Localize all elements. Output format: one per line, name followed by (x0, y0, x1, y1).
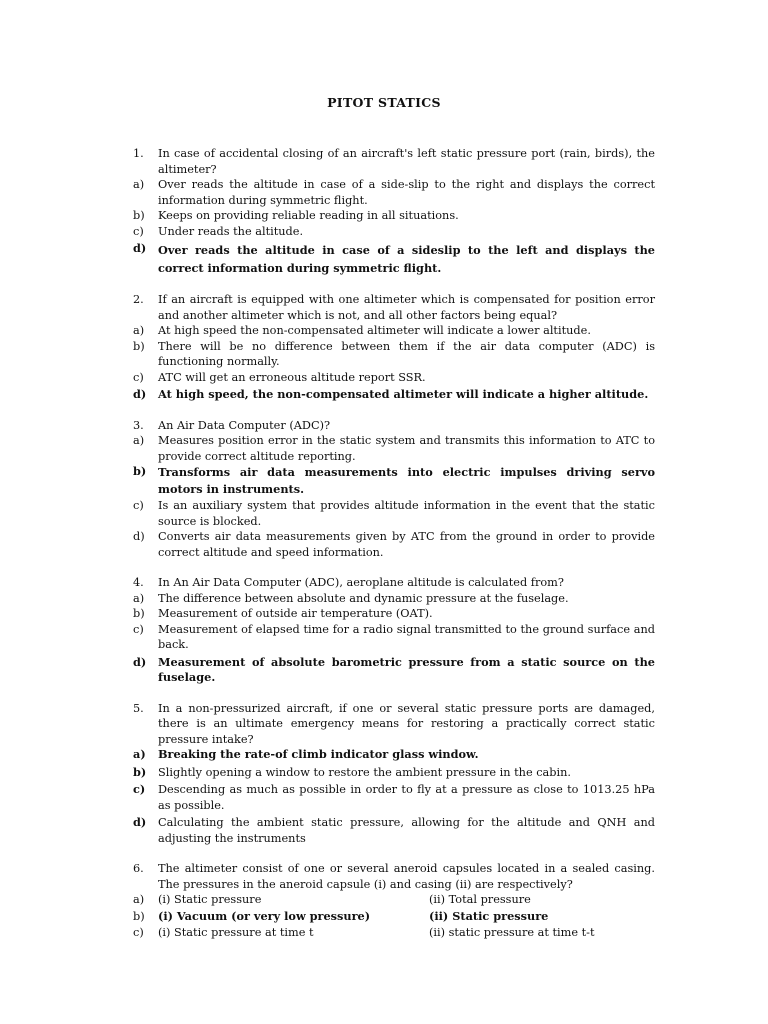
question-text: If an aircraft is equipped with one altimeter which is compensated for position error and another altimeter which is not, and all other factors being equal? (158, 293, 655, 322)
question-text: In case of accidental closing of an aircraft's left static pressure port (rain, birds), the altimeter? (158, 147, 655, 176)
answer-option (133, 339, 655, 370)
question-4 (133, 575, 655, 686)
question-1 (133, 146, 655, 277)
option-label: d) (133, 530, 145, 543)
answer-option (133, 177, 655, 208)
question-stem (133, 418, 655, 434)
option-label: b) (133, 607, 145, 620)
option-label: b) (133, 209, 145, 222)
correct-answer-option (133, 747, 655, 763)
question-number: 6. (133, 862, 144, 875)
option-label: b) (133, 764, 147, 779)
option-capsule-text: (i) Vacuum (or very low pressure) (158, 908, 371, 923)
option-text: Measures position error in the static system and transmits this information to ATC to provide correct altitude reporting. (158, 434, 655, 463)
answer-option (133, 370, 655, 386)
option-text: Keeps on providing reliable reading in all situations. (158, 209, 459, 222)
option-text: At high speed the non-compensated altimeter will indicate a lower altitude. (158, 324, 591, 337)
option-label: b) (133, 464, 147, 478)
question-stem (133, 292, 655, 323)
option-text: Converts air data measurements given by ATC from the ground in order to provide correct altitude and speed information. (158, 530, 655, 559)
question-stem (133, 575, 655, 591)
option-text: At high speed, the non-compensated altimeter will indicate a higher altitude. (158, 387, 649, 401)
option-label: b) (133, 909, 145, 923)
question-number: 4. (133, 576, 144, 589)
question-number: 1. (133, 147, 144, 160)
option-text: Over reads the altitude in case of a side-slip to the right and displays the correct information during symmetric flight. (158, 178, 655, 207)
answer-option (133, 498, 655, 529)
question-text: In a non-pressurized aircraft, if one or several static pressure ports are damaged, there is an ultimate emergency means for restoring a practically correct static pressure intake? (158, 701, 655, 746)
answer-option (133, 622, 655, 653)
correct-answer-option (133, 464, 655, 498)
question-number: 3. (133, 418, 144, 432)
correct-answer-option (133, 655, 655, 686)
question-6 (133, 861, 655, 941)
option-text: ATC will get an erroneous altitude report SSR. (158, 370, 426, 384)
option-label: c) (133, 926, 144, 939)
option-casing-text: (ii) static pressure at time t-t (429, 926, 595, 939)
option-text: Transforms air data measurements into electric impulses driving servo motors in instruments. (158, 465, 655, 496)
question-stem (133, 701, 655, 748)
question-stem (133, 146, 655, 177)
option-text: Under reads the altitude. (158, 224, 304, 238)
option-label: d) (133, 815, 147, 829)
option-label: a) (133, 591, 145, 605)
option-label: c) (133, 370, 144, 384)
question-2 (133, 292, 655, 403)
option-text: Measurement of elapsed time for a radio signal transmitted to the ground surface and back. (158, 622, 655, 651)
option-casing-text: (ii) Total pressure (429, 893, 531, 906)
option-label: c) (133, 224, 144, 238)
correct-answer-option (133, 387, 655, 403)
option-capsule-text: (i) Static pressure (158, 893, 262, 906)
answer-option (133, 925, 655, 941)
answer-option (133, 815, 655, 846)
option-label: d) (133, 387, 147, 401)
option-label: d) (133, 241, 147, 255)
option-casing-text: (ii) Static pressure (429, 908, 549, 923)
question-3 (133, 418, 655, 561)
question-stem (133, 861, 655, 892)
option-text: Measurement of absolute barometric pressure from a static source on the fuselage. (158, 654, 655, 684)
answer-option (133, 892, 655, 908)
option-label: c) (133, 782, 146, 796)
question-number: 5. (133, 701, 144, 715)
option-label: c) (133, 622, 144, 636)
question-list (133, 146, 655, 956)
option-text: Descending as much as possible in order to fly at a pressure as close to 1013.25 hPa as possible. (158, 783, 655, 812)
option-label: d) (133, 654, 147, 669)
option-text: Over reads the altitude in case of a sideslip to the left and displays the correct information during symmetric flight. (158, 243, 655, 275)
correct-answer-option (133, 241, 655, 277)
question-5 (133, 701, 655, 847)
option-capsule-text: (i) Static pressure at time t (158, 926, 314, 939)
answer-option (133, 224, 655, 240)
answer-option (133, 433, 655, 464)
option-label: a) (133, 324, 145, 337)
option-text: Breaking the rate-of climb indicator glass window. (158, 747, 479, 761)
option-label: a) (133, 893, 145, 906)
option-text: Slightly opening a window to restore the ambient pressure in the cabin. (158, 765, 571, 779)
option-label: c) (133, 499, 144, 512)
option-label: b) (133, 339, 145, 353)
correct-answer-option (133, 909, 655, 925)
option-text: Is an auxiliary system that provides altitude information in the event that the static source is blocked. (158, 499, 655, 528)
answer-option (133, 591, 655, 607)
answer-option (133, 782, 655, 813)
answer-option (133, 606, 655, 622)
question-text: An Air Data Computer (ADC)? (158, 418, 331, 432)
question-text: The altimeter consist of one or several aneroid capsules located in a sealed casing. The pressures in the aneroid capsule (i) and casing (ii) are respectively? (158, 862, 655, 891)
question-number: 2. (133, 293, 144, 306)
answer-option (133, 208, 655, 224)
option-text: There will be no difference between them if the air data computer (ADC) is functioning normally. (158, 339, 655, 368)
question-text: In An Air Data Computer (ADC), aeroplane altitude is calculated from? (158, 576, 564, 589)
option-text: Measurement of outside air temperature (OAT). (158, 607, 433, 620)
answer-option (133, 765, 655, 781)
option-text: Calculating the ambient static pressure, allowing for the altitude and QNH and adjusting the instruments (158, 816, 655, 845)
answer-option (133, 323, 655, 339)
option-label: a) (133, 434, 145, 447)
option-label: a) (133, 747, 146, 761)
answer-option (133, 529, 655, 560)
page-title: PITOT STATICS (327, 95, 441, 110)
option-text: The difference between absolute and dynamic pressure at the fuselage. (158, 591, 569, 605)
option-label: a) (133, 178, 145, 191)
